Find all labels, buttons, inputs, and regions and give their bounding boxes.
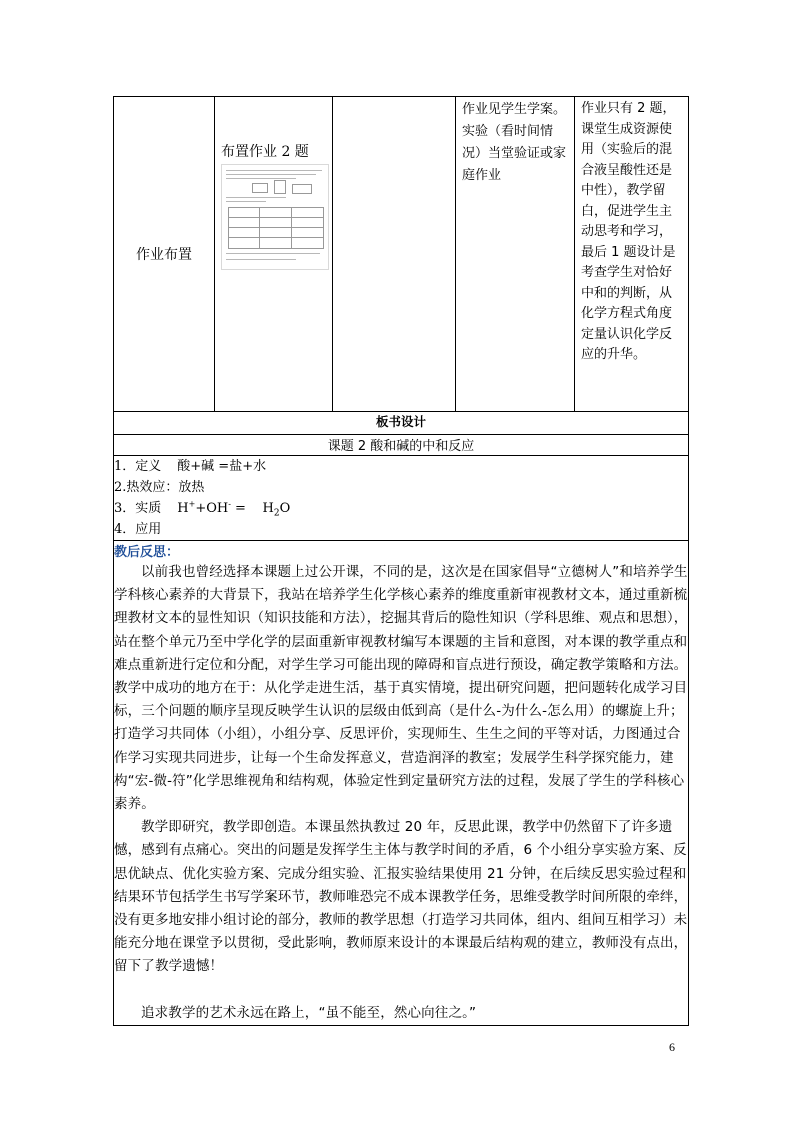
homework-label: 作业布置 (114, 97, 215, 412)
reflection-paragraph-2: 教学即研究，教学即创造。本课虽然执教过 20 年，反思此课，教学中仍然留下了许多遗憾，感到有点痛心。突出的问题是发挥学生主体与教学时间的矛盾，6 个小组分享实验方案、反思优缺点、优化实验方案、完成分组实验、汇报实验结果使用 21 分钟，在后续反思实验过程和结果环节包括学生书写学案环节，教师唯恐完不成本课教学任务，思维受教学时间所限的牵绊，没有更多地安排小组讨论的部分，教师的教学思想（打造学习共同体，组内、组间互相学习）未能充分地在课堂予以贯彻，受此影响，教师原来设计的本课最后结构观的建立，教师没有点出，留下了教学遗憾！ (114, 819, 688, 975)
board-content (114, 456, 689, 541)
lesson-plan-table (113, 96, 689, 1026)
reflection-paragraph-1: 以前我也曾经选择本课题上过公开课，不同的是，这次是在国家倡导“立德树人”和培养学生学科核心素养的大背景下，我站在培养学生化学核心素养的维度重新审视教材文本，通过重新梳理教材文本的显性知识（知识技能和方法），挖掘其背后的隐性知识（学科思维、观点和思想），站在整个单元乃至中学化学的层面重新审视教材编写本课题的主旨和意图，对本课的教学重点和难点重新进行定位和分配，对学生学习可能出现的障碍和盲点进行预设，确定教学策略和方法。教学中成功的地方在于：从化学走进生活，基于真实情境，提出研究问题，把问题转化成学习目标，三个问题的顺序呈现反映学生认识的层级由低到高（是什么-为什么-怎么用）的螺旋上升；打造学习共同体（小组），小组分享、反思评价，实现师生、生生之间的平等对话，力图通过合作学习实现共同进步，让每一个生命发挥意义，营造润泽的教室；发展学生科学探究能力，建构“宏-微-符”化学思维视角和结构观，体验定性到定量研究方法的过程，发展了学生的学科核心素养。 (114, 564, 688, 813)
student-activity-line-2: 实验（看时间情况）当堂验证或家庭作业 (462, 124, 567, 183)
reflection-cell (114, 541, 689, 1026)
board-item-definition: 1．定义 酸+碱 =盐+水 (114, 459, 267, 474)
board-item-heat-effect: 2.热效应：放热 (114, 480, 205, 495)
reflection-closing: 追求教学的艺术永远在路上，“虽不能至，然心向往之。” (141, 1004, 477, 1021)
student-activity-cell (456, 97, 575, 412)
homework-worksheet-thumbnail (221, 164, 329, 270)
board-design-title: 板书设计 (114, 412, 689, 435)
homework-task-title: 布置作业 2 题 (221, 144, 309, 160)
board-item-application: 4．应用 (114, 522, 162, 537)
reflection-title: 教后反思： (114, 545, 180, 560)
homework-empty-cell (333, 97, 456, 412)
student-activity-line-1: 作业见学生学案。 (462, 102, 567, 117)
homework-task-cell (215, 97, 333, 412)
design-intent-cell: 作业只有 2 题，课堂生成资源使用（实验后的混合液呈酸性还是中性），教学留白，促进学生主动思考和学习，最后 1 题设计是考查学生对恰好中和的判断，从化学方程式角度定量认识化学反应的升华。 (575, 97, 689, 412)
board-item-essence: 3．实质 H++OH- = $H_2O$ (114, 499, 291, 519)
lesson-title: 课题 2 酸和碱的中和反应 (114, 435, 689, 456)
ionic-equation: H++OH- = $H_2O$ (177, 499, 291, 519)
homework-row (114, 97, 689, 412)
page-number: 6 (669, 1040, 675, 1054)
